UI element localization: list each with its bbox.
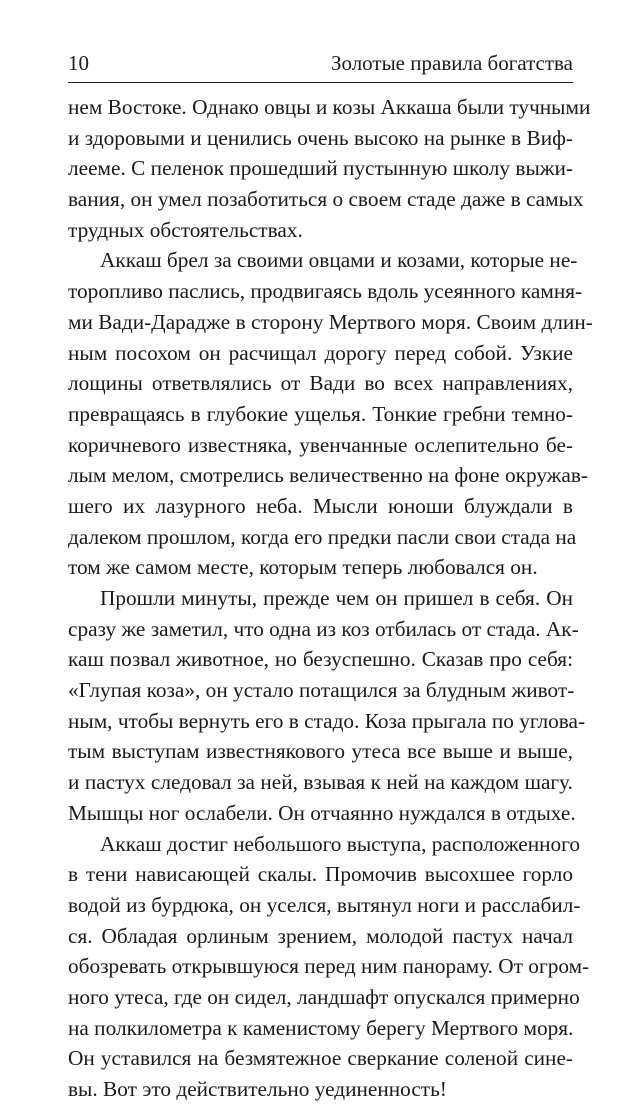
text-line: превращаясь в глубокие ущелья. Тонкие гребни темно- [68,401,573,426]
text-line: тым выступам известнякового утеса все выше и выше, [68,739,573,764]
text-line: Аккаш брел за своими овцами и козами, которые не- [100,248,578,273]
text-line: ным посохом он расчищал дорогу перед собой. Узкие [68,340,573,365]
text-line: каш позвал животное, но безуспешно. Сказав про себя: [68,647,573,672]
text-line: Он уставился на безмятежное сверкание соленой сине- [68,1046,573,1071]
text-line: далеком прошлом, когда его предки пасли свои стада на [68,524,577,549]
text-line: Прошли минуты, прежде чем он пришел в себя. Он [100,586,573,610]
text-line: в тени нависающей скалы. Промочив высохшее горло [68,862,573,887]
text-line: сразу же заметил, что одна из коз отбилась от стада. Ак- [68,616,579,641]
header-rule [68,82,573,83]
running-title: Золотые правила богатства [330,51,573,75]
text-line: нем Востоке. Однако овцы и козы Аккаша были тучными [68,95,591,119]
text-line: обозревать открывшуюся перед ним панораму. От огром- [68,954,590,979]
text-line: «Глупая коза», он устало потащился за блудным живот- [68,678,575,703]
paragraph [68,583,586,829]
text-line: на полкилометра к каменистому берегу Мертвого моря. [68,1015,574,1040]
body-text [68,92,593,1105]
page-number: 10 [68,51,89,75]
text-line: лым мелом, смотрелись величественно на фоне окружав- [68,463,588,488]
text-line: шего их лазурного неба. Мысли юноши блуждали в [68,493,573,518]
running-head [68,50,573,76]
text-line: коричневого известняка, увенчанные ослепительно бе- [68,432,573,457]
paragraph [68,92,591,245]
text-line: лееме. С пеленок прошедший пустынную школу выжи- [68,156,573,181]
text-line: том же самом месте, которым теперь любовался он. [68,555,538,580]
paragraph [68,829,590,1105]
paragraph [68,245,593,583]
text-line: трудных обстоятельствах. [68,217,303,242]
text-line: ным, чтобы вернуть его в стадо. Коза прыгала по углова- [68,708,586,733]
text-line: Мышцы ног ослабели. Он отчаянно нуждался в отдыхе. [68,800,576,825]
text-line: ми Вади-Дараджe в сторону Мертвого моря. Своим длин- [68,309,593,334]
text-line: вы. Вот это действительно уединенность! [68,1077,447,1101]
text-line: лощины ответвлялись от Вади во всех направлениях, [68,371,573,396]
text-line: и здоровыми и ценились очень высоко на рынке в Виф- [68,125,573,150]
text-line: торопливо паслись, продвигаясь вдоль усеянного камня- [68,279,583,304]
text-line: вания, он умел позаботиться о своем стаде даже в самых [68,187,584,212]
text-line: Аккаш достиг небольшого выступа, расположенного [100,831,581,856]
text-line: ся. Обладая орлиным зрением, молодой пастух начал [68,923,573,948]
text-line: водой из бурдюка, он уселся, вытянул ноги и расслабил- [68,892,581,917]
text-line: ного утеса, где он сидел, ландшафт опускался примерно [68,984,580,1009]
text-line: и пастух следовал за ней, взывая к ней на каждом шагу. [68,770,573,795]
